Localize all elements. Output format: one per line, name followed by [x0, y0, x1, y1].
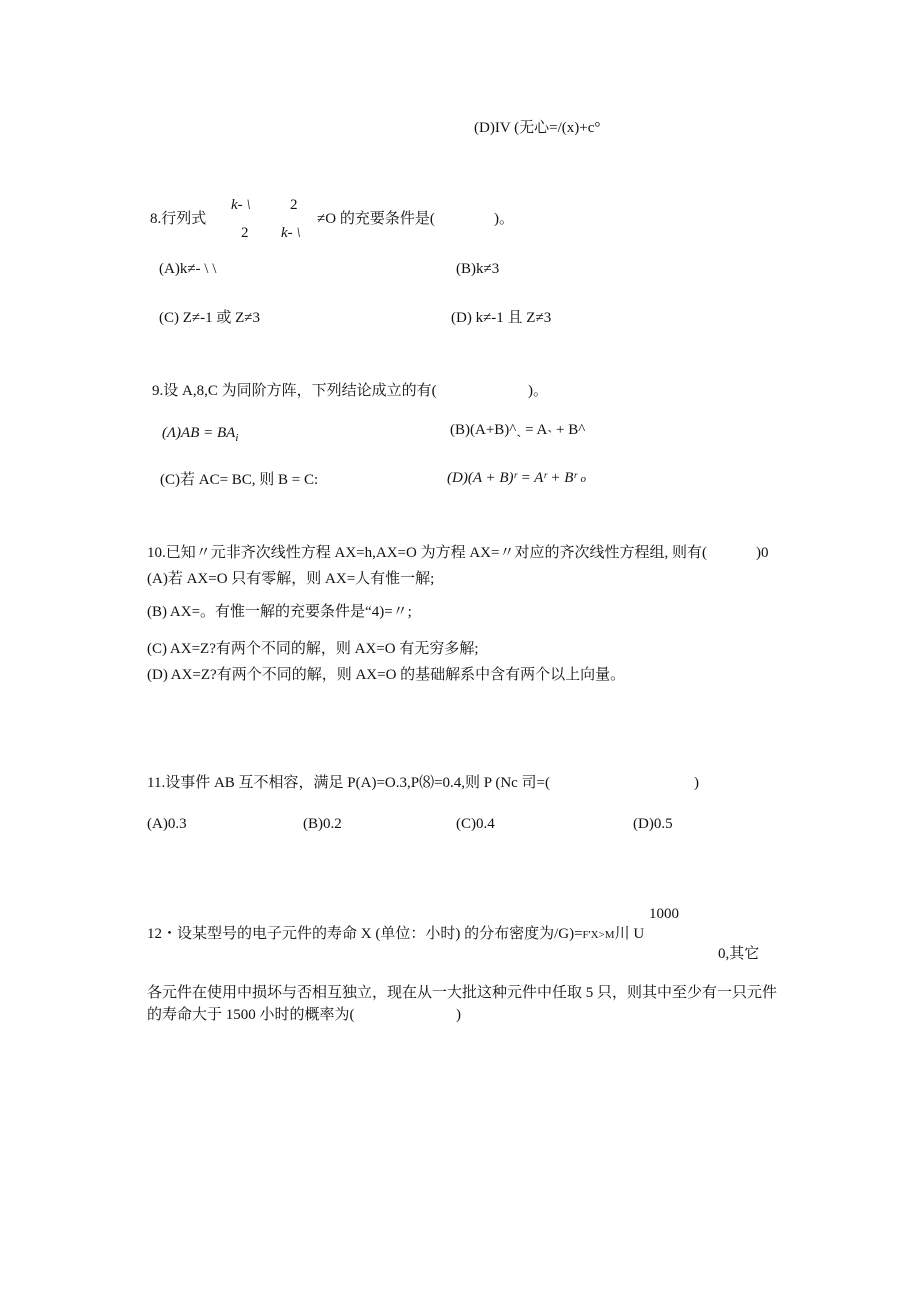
- q10-option-d: (D) AX=Z?有两个不同的解，则 AX=O 的基础解系中含有两个以上向量。: [147, 667, 626, 683]
- q12-paragraph-line-1: 各元件在使用中损坏与否相互独立，现在从一大批这种元件中任取 5 只，则其中至少有一只元件: [147, 985, 778, 1001]
- q10-close: )0: [756, 545, 769, 561]
- q9-stem: 9.设 A,8,C 为同阶方阵，下列结论成立的有(: [152, 383, 437, 399]
- q9-option-d-main: (D)(A + B)ʳ = Aʳ + Bʳ: [447, 470, 577, 486]
- q12-stem-tail: 川 U: [614, 926, 645, 942]
- q9-option-d-tail: o: [580, 473, 587, 485]
- q10-option-c: (C) AX=Z?有两个不同的解，则 AX=O 有无穷多解;: [147, 641, 479, 657]
- q8-prefix: 8.行列式: [150, 211, 207, 227]
- q9-option-d: [447, 471, 586, 486]
- det-r2c2: k- \: [281, 225, 301, 241]
- q8-option-b: (B)k≠3: [456, 261, 500, 277]
- q10-option-b: (B) AX=。有惟一解的充要条件是“4)=〃;: [147, 604, 412, 620]
- q9-option-b: (B)(A+B)^ˎ = A˴ + B^: [450, 422, 586, 438]
- q12-otherwise: 0,其它: [718, 946, 760, 962]
- q11-close: ): [694, 775, 699, 791]
- q10-option-a: (A)若 AX=O 只有零解，则 AX=人有惟一解;: [147, 571, 435, 587]
- q12-top-value: 1000: [649, 906, 679, 922]
- q8-option-d: (D) k≠-1 且 Z≠3: [451, 310, 552, 326]
- q9-option-a-sub: i: [235, 432, 239, 444]
- q12-stem: [147, 927, 644, 942]
- q11-option-d: (D)0.5: [633, 816, 673, 832]
- q12-stem-main: 12・设某型号的电子元件的寿命 X (单位：小时) 的分布密度为/G)=: [147, 926, 583, 942]
- q11-option-a: (A)0.3: [147, 816, 187, 832]
- option-d-continued: (D)IV (无心=/(x)+c°: [474, 120, 601, 136]
- q9-option-a-main: (Λ)AB = BA: [162, 425, 236, 441]
- q8-option-a: (A)k≠- \ \: [159, 261, 217, 277]
- q8-suffix: ≠O 的充要条件是(: [317, 211, 435, 227]
- q12-paragraph-line-2: 的寿命大于 1500 小时的概率为(: [147, 1007, 355, 1023]
- det-r2c1: 2: [241, 225, 249, 241]
- det-r1c2: 2: [290, 197, 298, 213]
- q11-option-b: (B)0.2: [303, 816, 342, 832]
- q10-stem: 10.已知〃元非齐次线性方程 AX=h,AX=O 为方程 AX=〃对应的齐次线性方程组, 则有(: [147, 545, 707, 561]
- det-r1c1: k- \: [231, 197, 251, 213]
- q8-option-c: (C) Z≠-1 或 Z≠3: [159, 310, 261, 326]
- q12-stem-small: F'X>M: [582, 929, 615, 941]
- q11-option-c: (C)0.4: [456, 816, 495, 832]
- q12-close: ): [456, 1007, 461, 1023]
- q9-option-a: [162, 426, 238, 444]
- q11-stem: 11.设事件 AB 互不相容，满足 P(A)=O.3,P⑻=0.4,则 P (Nc 司=(: [147, 775, 551, 791]
- q9-option-c: (C)若 AC= BC, 则 B = C:: [160, 472, 319, 488]
- q9-close: )。: [528, 383, 548, 399]
- q8-close: )。: [494, 211, 514, 227]
